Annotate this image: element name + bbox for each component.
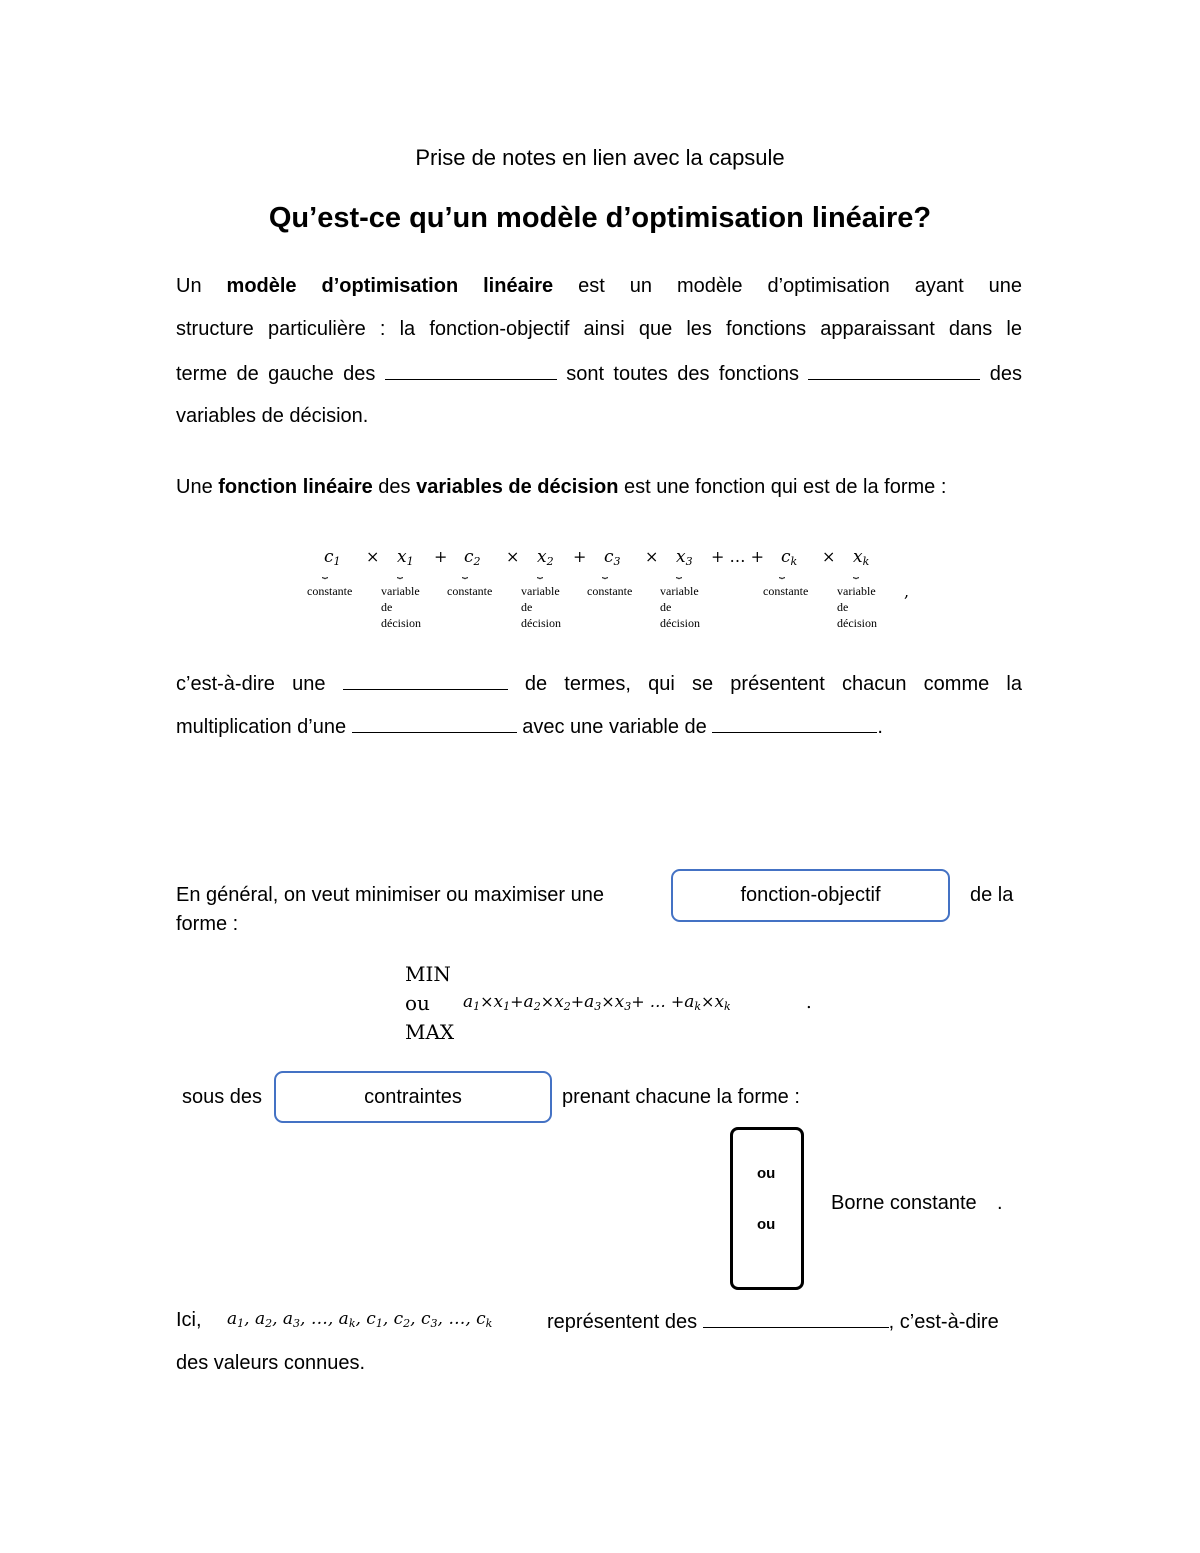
formula-x3: $x_3$ — [676, 547, 693, 568]
objective-line-b: de la — [970, 884, 1014, 906]
text-period: . — [877, 716, 883, 738]
label-variable-decision: variable de décision — [660, 584, 700, 630]
formula-x2: $x_2$ — [537, 547, 554, 568]
formula-xk: $x_k$ — [853, 547, 870, 568]
text-continuation: est un modèle d’optimisation ayant une — [578, 275, 1022, 297]
text-des: des — [378, 476, 411, 498]
constraints-line-b: prenant chacune la forme : — [562, 1086, 800, 1108]
op-times: × — [645, 547, 659, 566]
brace: ⏟ — [397, 568, 403, 579]
para1-line1 — [176, 275, 1022, 298]
para2-line — [176, 476, 1022, 499]
constraints-box-label: contraintes — [364, 1085, 462, 1108]
label-constante: constante — [763, 584, 809, 598]
brace: ⏟ — [676, 568, 682, 579]
final-representent: représentent des , c’est-à-dire — [547, 1311, 999, 1333]
op-plus: + — [434, 547, 448, 566]
label-variable-decision: variable de décision — [521, 584, 561, 630]
brace: ⏟ — [462, 568, 468, 579]
brace: ⏟ — [602, 568, 608, 579]
formula-period: . — [806, 992, 812, 1013]
op-times: × — [506, 547, 520, 566]
fill-blank-5[interactable] — [712, 714, 877, 733]
formula-objective-expression: $a_1\times x_1+a_2\times x_2+a_3\times x_3+$ … $+a_k\times x_k$ — [463, 992, 731, 1013]
formula-parameters-list: $a_1$, $a_2$, $a_3$, …, $a_k$, $c_1$, $c_2$, $c_3$, …, $c_k$ — [227, 1309, 493, 1330]
objective-line-c: forme : — [176, 913, 239, 935]
page-subtitle: Prise de notes en lien avec la capsule — [415, 145, 785, 170]
label-constante: constante — [447, 584, 493, 598]
inequality-ou-2: ou — [757, 1216, 776, 1233]
fill-blank-6[interactable] — [703, 1309, 889, 1328]
op-plus-ellipsis: + … + — [711, 547, 764, 566]
para1-line4: variables de décision. — [176, 405, 369, 427]
term-variables-decision: variables de décision — [416, 476, 619, 498]
para3-line2 — [176, 714, 1022, 739]
final-line2: des valeurs connues. — [176, 1352, 366, 1374]
text-avec-variable: avec une variable de — [522, 716, 707, 738]
formula-ck: $c_k$ — [781, 547, 798, 568]
label-constante: constante — [307, 584, 353, 598]
fill-blank-2[interactable] — [808, 361, 980, 380]
text-une: Une — [176, 476, 213, 498]
fill-blank-3[interactable] — [343, 671, 508, 690]
text-terme-gauche: terme de gauche des — [176, 363, 376, 385]
para1-line3 — [176, 361, 1022, 386]
label-constante: constante — [587, 584, 633, 598]
term-modele-lineaire: modèle d’optimisation linéaire — [226, 275, 554, 297]
brace: ⏟ — [853, 568, 859, 579]
formula-x1: $x_1$ — [397, 547, 414, 568]
bound-constant-label: Borne constante — [831, 1192, 977, 1214]
para1-line2: structure particulière : la fonction-objectif ainsi que les fonctions apparaissant dans le — [176, 318, 1022, 340]
brace: ⏟ — [537, 568, 543, 579]
formula-ou: ou — [405, 991, 430, 1015]
constraints-line-a: sous des — [182, 1086, 263, 1108]
brace: ⏟ — [779, 568, 785, 579]
text-toutes-fonctions: sont toutes des fonctions — [566, 363, 799, 385]
fill-blank-1[interactable] — [385, 361, 557, 380]
formula-c3: $c_3$ — [604, 547, 621, 568]
label-variable-decision: variable de décision — [381, 584, 421, 630]
text-forme: est une fonction qui est de la forme : — [624, 476, 947, 498]
op-times: × — [366, 547, 380, 566]
fill-blank-4[interactable] — [352, 714, 517, 733]
inequality-ou-1: ou — [757, 1165, 776, 1182]
inequality-symbol-box — [730, 1127, 804, 1290]
text-un: Un — [176, 275, 202, 297]
op-times: × — [822, 547, 836, 566]
formula-c1: $c_1$ — [324, 547, 341, 568]
label-variable-decision: variable de décision — [837, 584, 877, 630]
term-fonction-lineaire: fonction linéaire — [218, 476, 373, 498]
para3-line1 — [176, 671, 1022, 696]
final-ici: Ici, — [176, 1309, 202, 1331]
op-plus: + — [573, 547, 587, 566]
formula-comma: , — [904, 582, 910, 601]
objective-box-label: fonction-objectif — [740, 884, 881, 906]
formula-c2: $c_2$ — [464, 547, 481, 568]
page-title: Qu’est-ce qu’un modèle d’optimisation linéaire? — [268, 202, 932, 234]
objective-line-a: En général, on veut minimiser ou maximiser une — [176, 884, 604, 906]
bound-period: . — [997, 1192, 1003, 1214]
formula-max: MAX — [405, 1020, 455, 1044]
brace: ⏟ — [322, 568, 328, 579]
constraints-box — [274, 1071, 552, 1123]
text-cest-a-dire: c’est-à-dire une — [176, 673, 326, 695]
text-des: des — [989, 363, 1023, 385]
text-multiplication: multiplication d’une — [176, 716, 347, 738]
formula-min: MIN — [405, 962, 451, 986]
text-de-termes: de termes, qui se présentent chacun comme la — [524, 673, 1022, 695]
